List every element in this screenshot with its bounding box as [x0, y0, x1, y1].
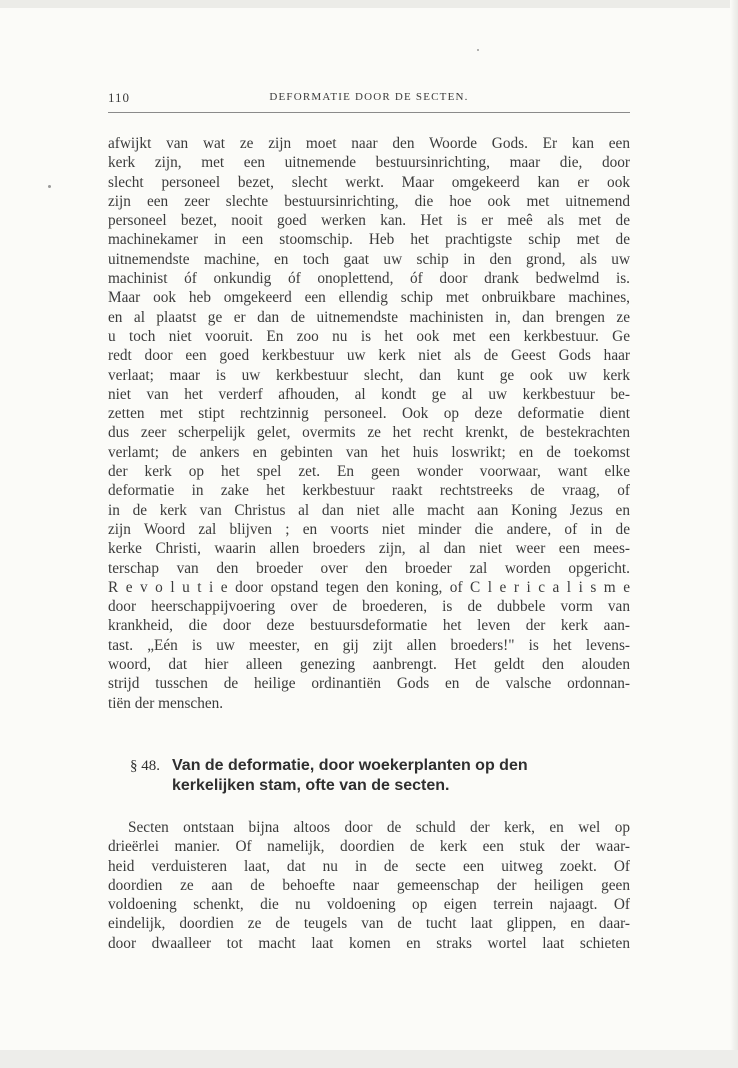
text-line: doordien ze aan de behoefte naar gemeenschap der heiligen geen: [108, 876, 630, 894]
text-line: tast. „Eén is uw meester, en gij zijt allen broeders!" is het levens-: [108, 636, 630, 654]
text-line: Maar ook heb omgekeerd een ellendig schip met onbruikbare machines,: [108, 289, 630, 307]
text-line: door heerschappijvoering over de broederen, is de dubbele vorm van: [108, 598, 630, 616]
text-line: redt door een goed kerkbestuur uw kerk niet als de Geest Gods haar: [108, 347, 630, 365]
text-line: zijn een zeer slechte bestuursinrichting, die hoe ook met uitnemend: [108, 192, 630, 210]
text-line: tiën der menschen.: [108, 694, 224, 712]
text-line: machinist óf onkundig óf onoplettend, óf door drank bedwelmd is.: [108, 270, 630, 288]
text-line: slecht personeel bezet, slecht werkt. Maar omgekeerd kan er ook: [108, 173, 630, 191]
text-line: en al plaatst ge er dan de uitnemendste machinisten in, dan brengen ze: [108, 308, 630, 326]
text-line: woord, dat hier alleen genezing aanbrengt. Het geldt den alouden: [108, 656, 630, 674]
running-head: [108, 90, 630, 114]
text-line: der kerk op het spel zet. En geen wonder voorwaar, want elke: [108, 463, 630, 481]
text-line: zijn Woord zal blijven ; en voorts niet minder die andere, of in de: [108, 520, 630, 538]
paragraph-2: [108, 818, 630, 953]
section-title-line: Van de deformatie, door woekerplanten op den: [172, 757, 528, 774]
text-line: kerke Christi, waarin allen broeders zijn, al dan niet weer een mees-: [108, 540, 630, 558]
text-line: eindelijk, doordien ze de teugels van de tucht laat glippen, en daar-: [108, 915, 630, 933]
text-line: deformatie in zake het kerkbestuur raakt rechtstreeks de vraag, of: [108, 482, 630, 500]
text-line: R e v o l u t i e door opstand tegen den koning, of C l e r i c a l i s m e: [108, 578, 630, 596]
text-line: drieërlei manier. Of namelijk, doordien de kerk een stuk der waar-: [108, 838, 630, 856]
text-line: zetten met stipt rechtzinnig personeel. Ook op deze deformatie dient: [108, 405, 630, 423]
text-line: krankheid, die door deze bestuursdeformatie het leven der kerk aan-: [108, 617, 630, 635]
text-line: verlamt; de ankers en gebinten van het huis loswrikt; en de toekomst: [108, 443, 630, 461]
text-line: verlaat; maar is uw kerkbestuur slecht, dan kunt ge ook uw kerk: [108, 366, 630, 384]
page-edge-shadow: [730, 0, 738, 1068]
text-line: voldoening schenkt, die nu voldoening op eigen terrein najaagt. Of: [108, 896, 630, 914]
text-line: heid verduisteren laat, dat nu in de secte een uitweg zoekt. Of: [108, 857, 630, 875]
scan-speck: [48, 185, 51, 188]
text-line: terschap van den broeder over den broeder zal worden opgericht.: [108, 559, 630, 577]
text-line: niet van het verderf afhouden, al kondt ge al uw kerkbestuur be-: [108, 385, 630, 403]
header-rule: [108, 112, 630, 113]
section-title-line: kerkelijken stam, ofte van de secten.: [172, 777, 450, 794]
page-number: 110: [108, 90, 131, 105]
text-line: uitnemendste machine, en toch gaat uw schip in den grond, als uw: [108, 250, 630, 268]
text-line: door dwaalleer tot macht laat komen en straks wortel laat schieten: [108, 934, 630, 952]
text-line: machinekamer in een stoomschip. Heb het prachtigste schip met de: [108, 231, 630, 249]
scan-speck: [477, 49, 479, 51]
scan-top-band: [0, 0, 738, 8]
text-line: personeel bezet, nooit goed werken kan. Het is er meê als met de: [108, 212, 630, 230]
paragraph-1: [108, 134, 630, 713]
text-line: strijd tusschen de heilige ordinantiën Gods en de valsche ordonnan-: [108, 675, 630, 693]
text-line: u toch niet vooruit. En zoo nu is het ook met een kerkbestuur. Ge: [108, 327, 630, 345]
text-line: in de kerk van Christus al dan niet alle macht aan Koning Jezus en: [108, 501, 630, 519]
running-title: DEFORMATIE DOOR DE SECTEN.: [269, 91, 469, 103]
text-line: afwijkt van wat ze zijn moet naar den Woorde Gods. Er kan een: [108, 135, 630, 152]
text-line: kerk zijn, met een uitnemende bestuursinrichting, maar die, door: [108, 154, 630, 172]
scan-bottom-band: [0, 1050, 738, 1068]
section-title: [172, 756, 632, 796]
text-line: Secten ontstaan bijna altoos door de schuld der kerk, en wel op: [128, 819, 630, 836]
section-number: § 48.: [130, 758, 160, 774]
text-line: dus zeer scherpelijk gelet, overmits ze het recht krenkt, de bestekrachten: [108, 424, 630, 442]
